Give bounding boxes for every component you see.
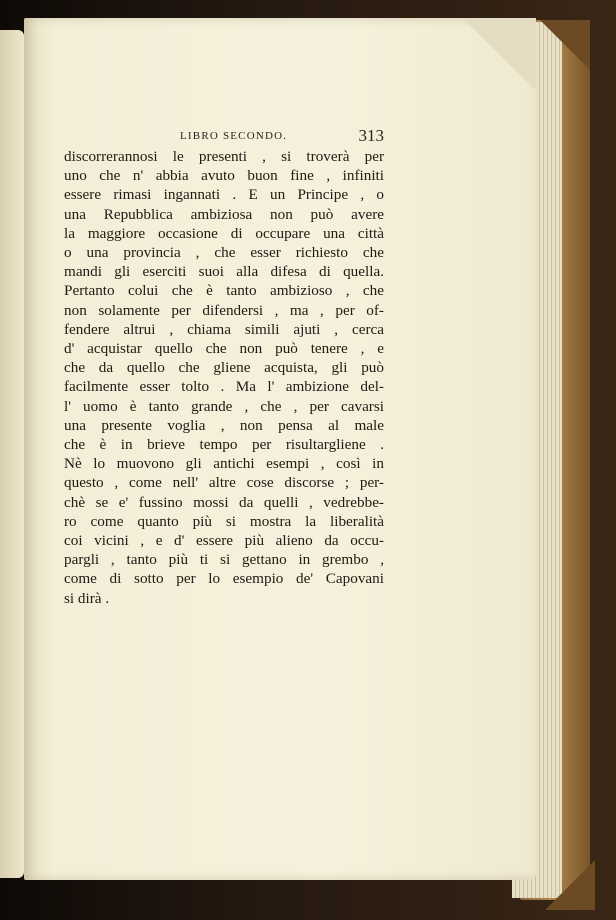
text-line: ro come quanto più si mostra la liberalità (64, 512, 384, 530)
text-line: d' acquistar quello che non può tenere , e (64, 340, 384, 358)
cover-corner-bottom (545, 860, 595, 910)
text-line: si dirà . (64, 589, 110, 607)
text-line: non solamente per difendersi , ma , per of- (64, 301, 384, 319)
text-line: facilmente esser tolto . Ma l' ambizione del- (64, 378, 384, 396)
text-line: mandi gli eserciti suoi alla difesa di quella. (64, 263, 384, 281)
text-line: essere rimasi ingannati . E un Principe , o (64, 186, 384, 204)
page-fold (456, 18, 536, 88)
text-line: che da quello che gliene acquista, gli può (64, 359, 384, 377)
text-line: chè se e' fussino mossi da quelli , vedrebbe- (64, 493, 384, 511)
running-head (62, 126, 384, 148)
text-line: la maggiore occasione di occupare una città (64, 224, 384, 242)
running-head-title: LIBRO SECONDO. (180, 130, 288, 142)
text-line: l' uomo è tanto grande , che , per cavarsi (64, 397, 384, 415)
text-line: Pertanto colui che è tanto ambizioso , che (64, 282, 384, 300)
text-line: una presente voglia , non pensa al male (64, 416, 384, 434)
cover-corner-top (540, 20, 590, 70)
text-line: questo , come nell' altre cose discorse ; per- (64, 474, 384, 492)
text-line: uno che n' abbia avuto buon fine , infiniti (64, 167, 384, 185)
text-line: discorrerannosi le presenti , si troverà per (64, 148, 384, 165)
text-line: fendere altrui , chiama simili ajuti , cerca (64, 320, 384, 338)
text-line: che è in brieve tempo per risultargliene . (64, 436, 384, 454)
text-line: come di sotto per lo esempio de' Capovani (64, 570, 384, 588)
text-line: coi vicini , e d' essere più alieno da occu- (64, 532, 384, 550)
page-number: 313 (358, 126, 384, 145)
previous-page-edge (0, 30, 24, 878)
text-line: o una provincia , che esser richiesto che (64, 244, 384, 262)
text-line: una Repubblica ambiziosa non può avere (64, 205, 384, 223)
body-text (64, 147, 384, 608)
text-line: Nè lo muovono gli antichi esempi , così in (64, 455, 384, 473)
text-line: pargli , tanto più ti si gettano in grembo , (64, 551, 384, 569)
